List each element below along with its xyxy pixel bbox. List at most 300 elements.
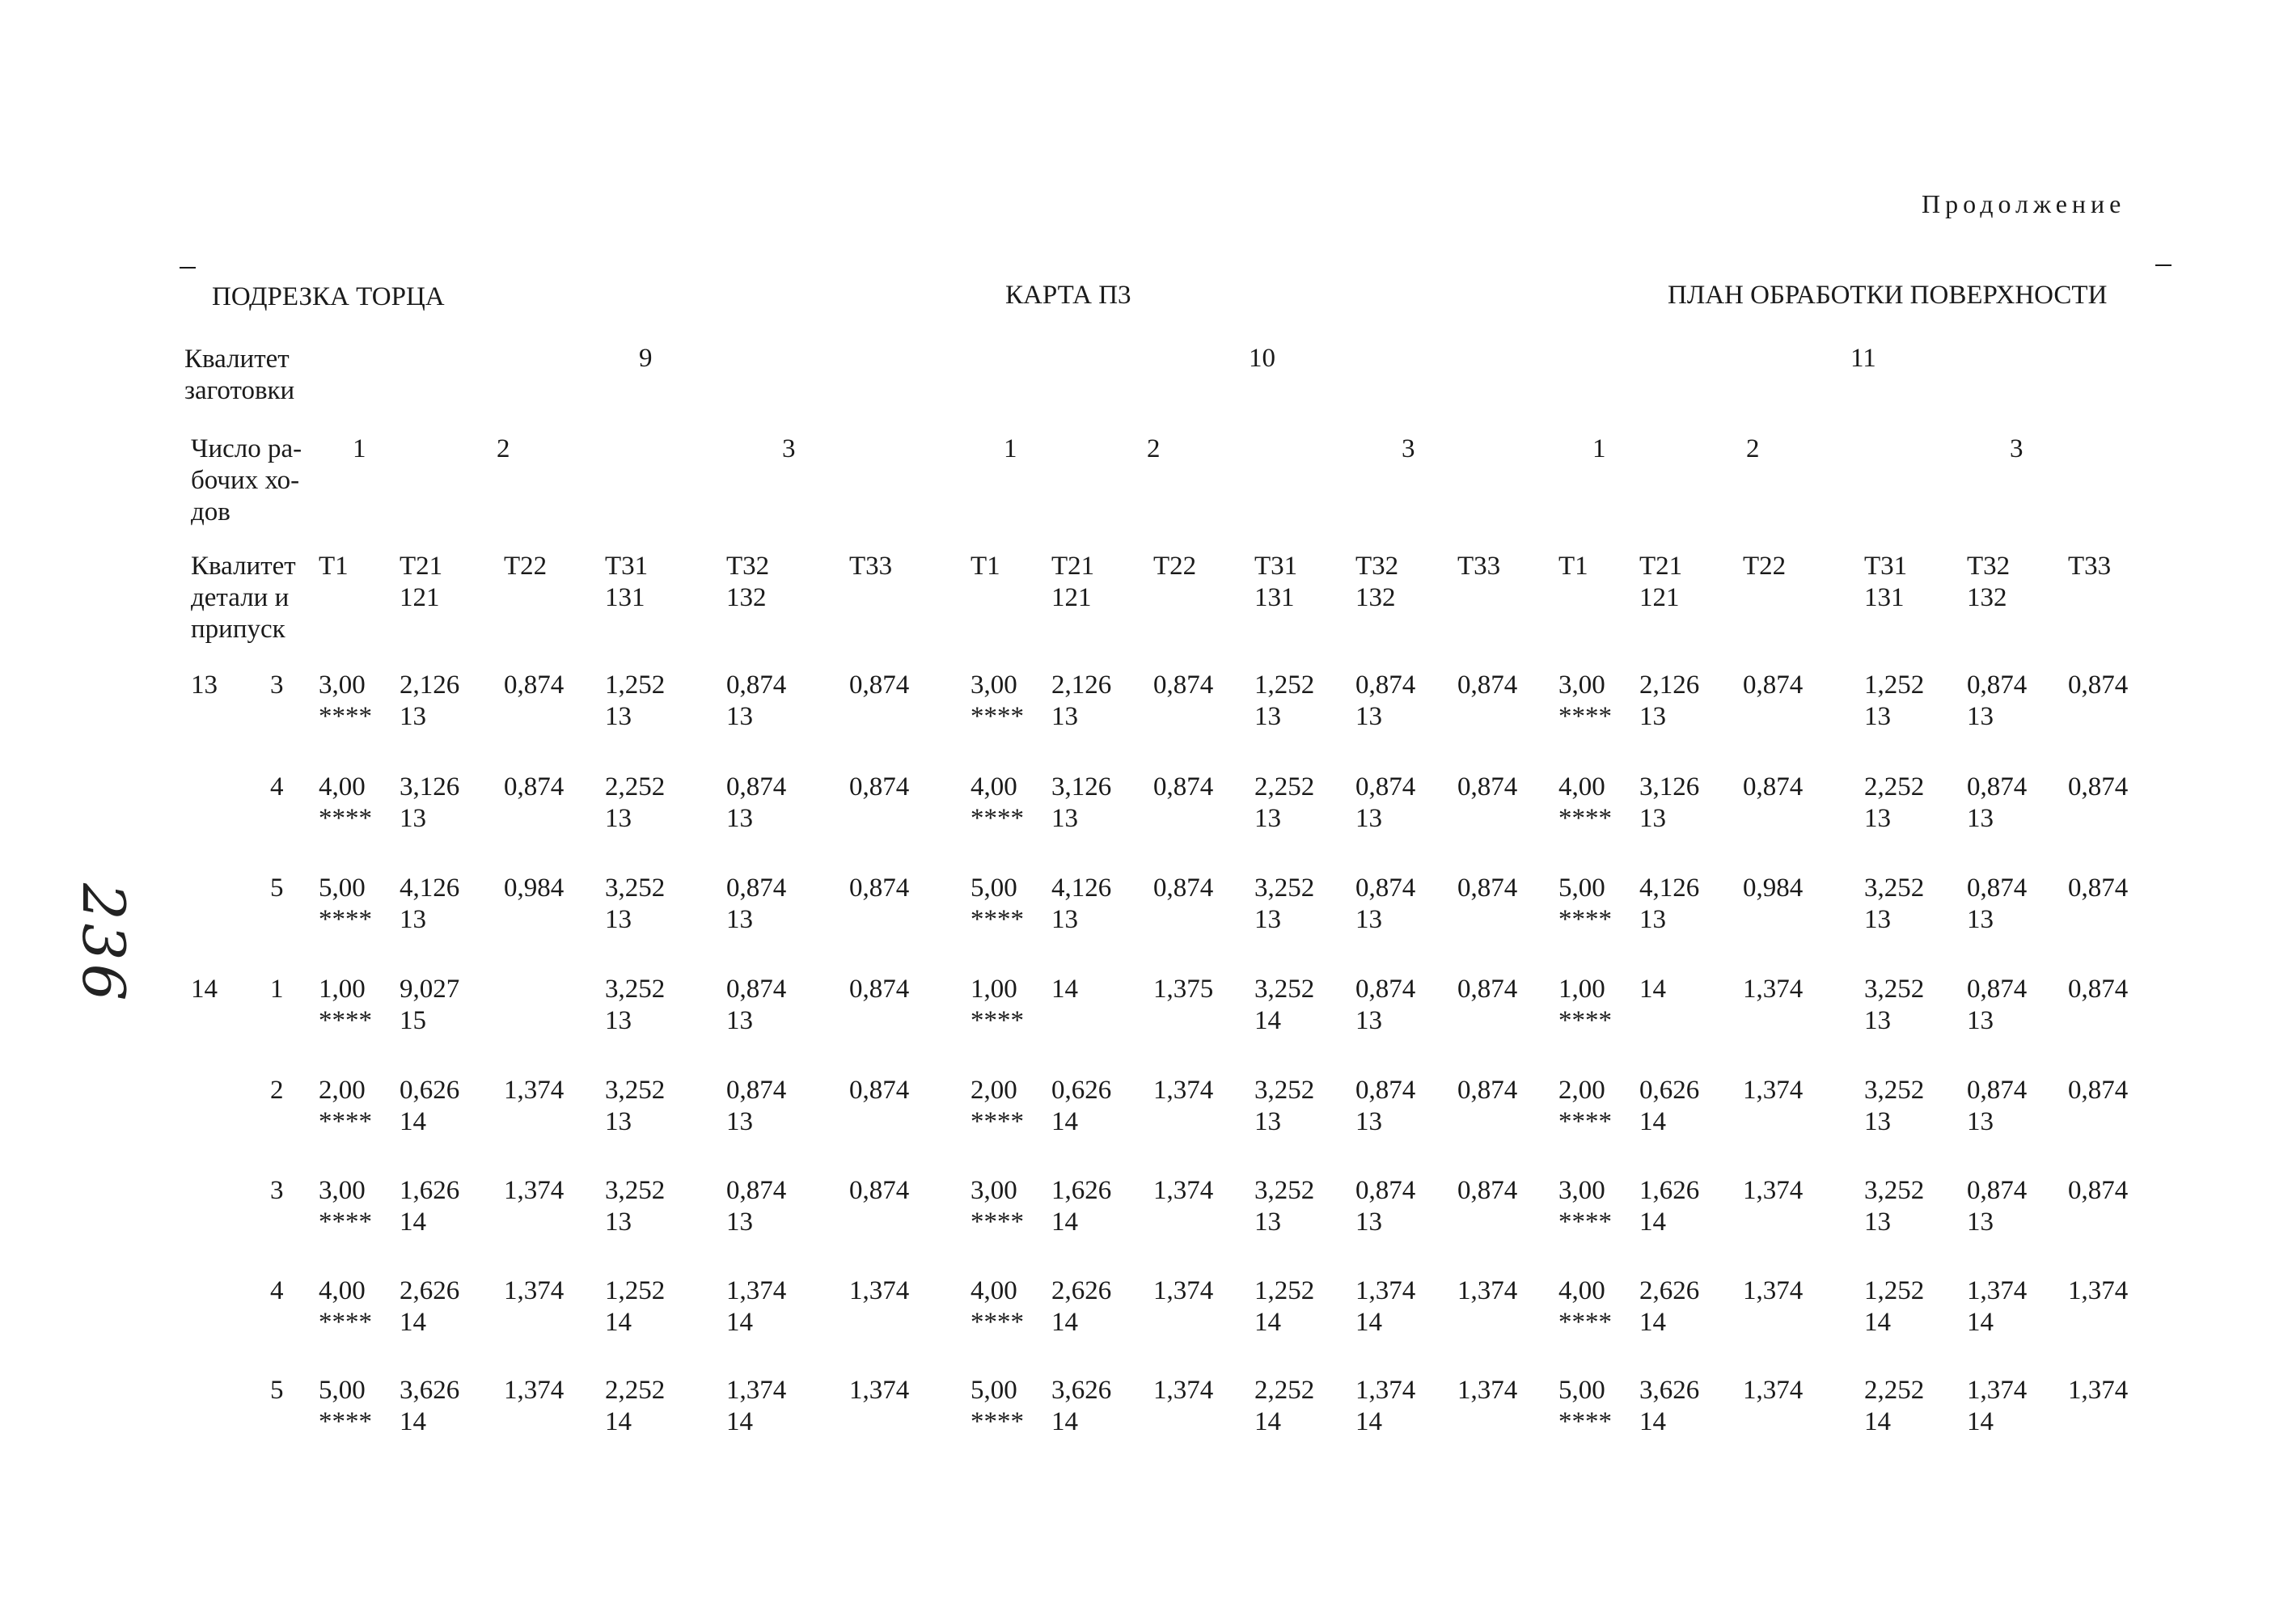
- column-header-line: 131: [1254, 583, 1295, 612]
- table-cell-line: 1,626: [1639, 1176, 1700, 1205]
- table-cell: [1864, 670, 1924, 733]
- table-cell-line: 13: [1864, 905, 1891, 934]
- table-cell-line: 1,374: [2068, 1376, 2129, 1405]
- table-cell-line: 2,626: [1639, 1276, 1700, 1305]
- table-cell-line: ****: [319, 1006, 372, 1035]
- table-cell-line: 0,874: [1967, 1176, 2028, 1205]
- table-cell-line: 14: [1051, 1308, 1078, 1337]
- table-cell-line: 13: [1355, 905, 1382, 934]
- table-cell-line: 1,374: [726, 1276, 787, 1305]
- table-cell: [1051, 772, 1111, 835]
- table-cell-line: 3,00: [319, 1176, 366, 1205]
- table-cell: [726, 974, 786, 1037]
- table-cell: [1639, 772, 1699, 835]
- table-cell-line: 0,874: [1457, 772, 1518, 801]
- detail-quality-value: 14: [191, 975, 218, 1004]
- table-cell-line: 1,252: [1864, 670, 1925, 700]
- table-cell-line: 0,874: [849, 975, 910, 1004]
- table-cell: [849, 1175, 909, 1207]
- table-cell-line: 0,874: [1355, 1176, 1416, 1205]
- table-cell: [849, 1075, 909, 1106]
- table-cell-line: 0,626: [400, 1076, 460, 1105]
- table-cell: [2068, 974, 2128, 1005]
- allowance-value: 1: [270, 975, 284, 1004]
- table-cell: [1558, 873, 1612, 936]
- table-cell: [971, 873, 1024, 936]
- table-cell: [1153, 670, 1213, 701]
- table-cell-line: 0,874: [2068, 670, 2129, 700]
- table-cell-line: ****: [1558, 1207, 1612, 1237]
- table-cell-line: 13: [1355, 1207, 1382, 1237]
- table-cell-line: 3,252: [1864, 1176, 1925, 1205]
- blank-quality-value: 11: [1850, 344, 1876, 373]
- column-header: [1153, 551, 1196, 582]
- table-cell-line: 2,00: [319, 1076, 366, 1105]
- table-cell-line: 0,874: [1967, 873, 2028, 903]
- column-header: [1743, 551, 1786, 582]
- table-cell: [1355, 772, 1415, 835]
- allowance-value: 5: [270, 873, 284, 903]
- table-cell: [1153, 974, 1213, 1005]
- table-cell: [1254, 1375, 1314, 1438]
- table-cell-line: ****: [319, 1107, 372, 1136]
- table-cell: [1639, 1175, 1699, 1238]
- table-cell-line: 1,375: [1153, 975, 1214, 1004]
- table-cell-line: 14: [1051, 1407, 1078, 1436]
- column-header: [504, 551, 547, 582]
- table-cell-line: 13: [605, 905, 632, 934]
- table-cell-line: 3,252: [1864, 873, 1925, 903]
- table-cell: [1558, 772, 1612, 835]
- table-cell-line: 0,874: [1355, 670, 1416, 700]
- table-cell: [400, 772, 459, 835]
- table-cell-line: 13: [1254, 804, 1281, 833]
- column-header-line: Т32: [1355, 552, 1399, 581]
- table-cell-line: 3,252: [1254, 1176, 1315, 1205]
- table-cell-line: 1,374: [2068, 1276, 2129, 1305]
- table-cell-line: 1,626: [1051, 1176, 1112, 1205]
- table-cell-line: ****: [1558, 1308, 1612, 1337]
- table-cell-line: 0,874: [504, 772, 565, 801]
- table-cell: [971, 670, 1024, 733]
- column-header-line: Т22: [504, 552, 548, 581]
- table-cell-line: 13: [1864, 702, 1891, 731]
- table-cell-line: 14: [1051, 975, 1078, 1004]
- table-cell-line: 0,626: [1051, 1076, 1112, 1105]
- table-cell-line: 1,252: [1864, 1276, 1925, 1305]
- table-cell-line: 14: [1254, 1006, 1281, 1035]
- table-cell-line: 3,252: [605, 1076, 666, 1105]
- table-cell-line: 3,626: [1639, 1376, 1700, 1405]
- table-cell: [1254, 1175, 1314, 1238]
- table-cell: [1457, 1275, 1517, 1307]
- column-header: [400, 551, 442, 614]
- table-cell-line: 0,874: [1967, 772, 2028, 801]
- passes-value: 2: [1746, 434, 1760, 463]
- table-cell: [1355, 1275, 1415, 1339]
- column-header-line: 121: [400, 583, 440, 612]
- table-cell-line: 1,374: [504, 1276, 565, 1305]
- table-cell-line: 14: [400, 1308, 426, 1337]
- table-cell-line: 3,252: [1864, 1076, 1925, 1105]
- table-cell: [605, 974, 665, 1037]
- column-header-line: Т21: [1639, 552, 1683, 581]
- table-cell-line: 3,00: [1558, 1176, 1605, 1205]
- table-cell: [726, 1175, 786, 1238]
- column-header-line: Т22: [1153, 552, 1197, 581]
- table-cell-line: 0,874: [1457, 1076, 1518, 1105]
- passes-value: 3: [1402, 434, 1415, 463]
- table-cell: [1743, 1075, 1803, 1106]
- table-cell: [319, 670, 372, 733]
- allowance-value: 3: [270, 1176, 284, 1205]
- passes-label-line: дов: [191, 497, 230, 527]
- table-cell: [1355, 1375, 1415, 1438]
- column-header-line: Т32: [726, 552, 770, 581]
- table-cell: [1457, 772, 1517, 803]
- table-cell-line: 1,626: [400, 1176, 460, 1205]
- table-cell-line: 13: [1355, 702, 1382, 731]
- table-cell-line: 1,252: [1254, 670, 1315, 700]
- table-cell: [1864, 1375, 1924, 1438]
- table-cell: [1457, 670, 1517, 701]
- table-cell-line: 4,00: [1558, 772, 1605, 801]
- table-cell-line: 0,874: [2068, 873, 2129, 903]
- table-cell-line: 5,00: [319, 1376, 366, 1405]
- table-cell-line: 0,874: [1355, 772, 1416, 801]
- table-cell-line: 5,00: [971, 1376, 1017, 1405]
- table-cell: [1254, 1075, 1314, 1138]
- table-cell-line: 13: [726, 905, 753, 934]
- table-cell-line: 3,626: [1051, 1376, 1112, 1405]
- table-cell-line: 4,126: [1639, 873, 1700, 903]
- table-cell-line: 0,874: [849, 772, 910, 801]
- table-cell: [1153, 1275, 1213, 1307]
- detail-quality-label: [191, 551, 296, 645]
- table-cell-line: 0,874: [1355, 873, 1416, 903]
- table-cell: [504, 1275, 564, 1307]
- column-header: [605, 551, 648, 614]
- table-cell-line: ****: [319, 905, 372, 934]
- table-cell: [1457, 974, 1517, 1005]
- table-cell-line: 3,126: [1051, 772, 1112, 801]
- table-cell-line: 14: [1639, 1407, 1666, 1436]
- table-cell: [971, 1175, 1024, 1238]
- table-cell-line: 14: [1051, 1207, 1078, 1237]
- table-cell-line: 0,874: [2068, 1176, 2129, 1205]
- table-cell-line: 0,874: [849, 670, 910, 700]
- passes-label: [191, 433, 302, 528]
- table-cell: [849, 974, 909, 1005]
- column-header-line: Т1: [971, 552, 1000, 581]
- table-cell-line: 14: [1967, 1308, 1994, 1337]
- table-cell-line: 0,874: [1153, 670, 1214, 700]
- table-cell-line: 13: [1051, 804, 1078, 833]
- table-cell: [1558, 974, 1612, 1037]
- table-cell: [400, 670, 459, 733]
- detail-quality-label-line: Квалитет: [191, 552, 296, 581]
- table-cell-line: 1,374: [849, 1376, 910, 1405]
- table-cell-line: 4,126: [1051, 873, 1112, 903]
- table-cell: [971, 772, 1024, 835]
- table-cell-line: 1,374: [1355, 1376, 1416, 1405]
- table-cell-line: 1,00: [319, 975, 366, 1004]
- table-cell-line: 2,252: [605, 1376, 666, 1405]
- table-cell: [1051, 1375, 1111, 1438]
- column-header-line: Т21: [1051, 552, 1095, 581]
- table-cell: [1967, 1075, 2027, 1138]
- table-cell-line: 1,374: [1355, 1276, 1416, 1305]
- table-cell: [1457, 1375, 1517, 1406]
- table-cell-line: 13: [1254, 905, 1281, 934]
- table-cell-line: 0,984: [1743, 873, 1804, 903]
- table-cell: [2068, 772, 2128, 803]
- allowance-value: 4: [270, 1276, 284, 1305]
- blank-quality-label: [184, 344, 294, 407]
- table-cell-line: 1,374: [1743, 975, 1804, 1004]
- table-cell-line: 13: [1864, 1207, 1891, 1237]
- column-header-line: Т1: [1558, 552, 1588, 581]
- table-cell-line: 0,874: [1743, 772, 1804, 801]
- table-cell-line: 14: [726, 1308, 753, 1337]
- table-cell: [1051, 873, 1111, 936]
- table-cell-line: 1,374: [1967, 1376, 2028, 1405]
- table-cell-line: 4,00: [971, 1276, 1017, 1305]
- table-cell-line: 1,374: [1457, 1276, 1518, 1305]
- table-cell-line: 13: [1639, 702, 1666, 731]
- table-cell-line: 1,374: [1743, 1176, 1804, 1205]
- right-corner-mark: [2155, 264, 2171, 266]
- table-cell: [726, 1275, 786, 1339]
- table-cell-line: ****: [1558, 1006, 1612, 1035]
- table-cell: [400, 1375, 459, 1438]
- table-cell-line: 2,126: [1051, 670, 1112, 700]
- table-cell: [319, 772, 372, 835]
- table-cell-line: 0,874: [2068, 772, 2129, 801]
- column-header-line: 132: [726, 583, 767, 612]
- table-cell-line: 3,00: [971, 1176, 1017, 1205]
- table-cell-line: 1,374: [849, 1276, 910, 1305]
- table-cell-line: 5,00: [1558, 1376, 1605, 1405]
- detail-quality-label-line: детали и: [191, 583, 290, 612]
- table-cell-line: 13: [605, 1207, 632, 1237]
- passes-value: 3: [2010, 434, 2023, 463]
- table-cell-line: 1,374: [1153, 1376, 1214, 1405]
- table-cell-line: 4,00: [1558, 1276, 1605, 1305]
- table-cell: [605, 670, 665, 733]
- table-cell: [1864, 1275, 1924, 1339]
- table-cell-line: 0,874: [1457, 873, 1518, 903]
- table-cell-line: 3,252: [605, 873, 666, 903]
- table-cell: [605, 772, 665, 835]
- table-cell: [504, 1075, 564, 1106]
- table-cell-line: 3,252: [1254, 873, 1315, 903]
- table-cell: [1051, 1075, 1111, 1138]
- table-cell-line: 14: [1355, 1308, 1382, 1337]
- table-cell-line: 1,374: [1153, 1276, 1214, 1305]
- table-cell-line: 13: [1254, 1107, 1281, 1136]
- table-cell: [1743, 873, 1803, 904]
- table-cell: [849, 670, 909, 701]
- table-cell-line: 13: [1967, 905, 1994, 934]
- table-cell: [2068, 873, 2128, 904]
- blank-quality-label-line: заготовки: [184, 376, 295, 405]
- table-cell-line: 14: [726, 1407, 753, 1436]
- table-cell: [1743, 1275, 1803, 1307]
- table-cell: [726, 670, 786, 733]
- table-cell-line: ****: [971, 1107, 1024, 1136]
- table-cell: [1558, 1075, 1612, 1138]
- table-cell-line: 3,626: [400, 1376, 460, 1405]
- table-cell-line: 13: [726, 804, 753, 833]
- table-cell-line: 2,00: [971, 1076, 1017, 1105]
- table-cell: [1967, 974, 2027, 1037]
- column-header-line: Т33: [2068, 552, 2112, 581]
- table-cell-line: 14: [1639, 1107, 1666, 1136]
- table-cell-line: 3,126: [1639, 772, 1700, 801]
- column-header-line: Т31: [1254, 552, 1298, 581]
- table-cell-line: 14: [1355, 1407, 1382, 1436]
- table-cell-line: 13: [1864, 1006, 1891, 1035]
- table-cell-line: 5,00: [319, 873, 366, 903]
- table-cell: [1743, 772, 1803, 803]
- column-header-line: 121: [1051, 583, 1092, 612]
- table-cell-line: 3,252: [1254, 975, 1315, 1004]
- detail-quality-label-line: припуск: [191, 615, 285, 644]
- table-cell-line: 2,252: [1864, 772, 1925, 801]
- table-cell: [504, 873, 564, 904]
- column-header: [1051, 551, 1094, 614]
- column-header-line: Т31: [1864, 552, 1908, 581]
- table-cell-line: ****: [971, 1308, 1024, 1337]
- table-cell-line: 13: [1355, 1107, 1382, 1136]
- table-cell-line: 2,126: [400, 670, 460, 700]
- table-cell: [2068, 670, 2128, 701]
- column-header: [1254, 551, 1297, 614]
- column-header: [1639, 551, 1682, 614]
- table-cell: [1051, 1175, 1111, 1238]
- table-cell-line: 13: [1864, 1107, 1891, 1136]
- column-header: [1457, 551, 1500, 582]
- table-cell-line: 0,874: [1457, 670, 1518, 700]
- table-cell-line: 13: [400, 905, 426, 934]
- table-cell-line: 13: [726, 1006, 753, 1035]
- table-cell-line: 13: [1254, 702, 1281, 731]
- table-cell-line: 4,126: [400, 873, 460, 903]
- table-cell: [400, 1175, 459, 1238]
- table-cell: [1355, 873, 1415, 936]
- table-cell-line: ****: [319, 1308, 372, 1337]
- table-cell-line: ****: [319, 1407, 372, 1436]
- detail-quality-value: 13: [191, 670, 218, 700]
- table-cell: [726, 772, 786, 835]
- table-cell-line: 3,126: [400, 772, 460, 801]
- table-cell: [1153, 1075, 1213, 1106]
- table-cell: [605, 1375, 665, 1438]
- table-cell-line: 14: [1864, 1308, 1891, 1337]
- table-cell-line: 4,00: [319, 772, 366, 801]
- table-cell-line: 0,874: [2068, 1076, 2129, 1105]
- column-header: [319, 551, 349, 582]
- table-cell-line: 2,252: [1254, 772, 1315, 801]
- table-cell: [1457, 1075, 1517, 1106]
- table-cell-line: 0,874: [726, 975, 787, 1004]
- column-header-line: Т31: [605, 552, 649, 581]
- table-cell-line: 13: [605, 1107, 632, 1136]
- table-cell: [400, 873, 459, 936]
- table-cell-line: 2,252: [1864, 1376, 1925, 1405]
- table-cell-line: 5,00: [1558, 873, 1605, 903]
- table-cell-line: 1,252: [605, 670, 666, 700]
- table-cell: [2068, 1275, 2128, 1307]
- table-cell-line: 3,00: [319, 670, 366, 700]
- table-cell: [1864, 873, 1924, 936]
- table-cell-line: ****: [1558, 905, 1612, 934]
- table-cell: [1254, 1275, 1314, 1339]
- column-header: [971, 551, 1000, 582]
- passes-value: 3: [782, 434, 796, 463]
- table-cell-line: 3,252: [1254, 1076, 1315, 1105]
- table-cell-line: 0,874: [1743, 670, 1804, 700]
- table-cell: [400, 1275, 459, 1339]
- table-cell: [1457, 873, 1517, 904]
- table-cell-line: ****: [971, 1207, 1024, 1237]
- table-cell: [319, 1075, 372, 1138]
- table-cell-line: 13: [605, 1006, 632, 1035]
- table-cell-line: 13: [726, 1207, 753, 1237]
- table-cell: [971, 1375, 1024, 1438]
- table-cell: [1355, 670, 1415, 733]
- table-cell: [319, 873, 372, 936]
- table-cell-line: ****: [971, 905, 1024, 934]
- table-cell: [1743, 1375, 1803, 1406]
- table-cell-line: ****: [971, 804, 1024, 833]
- table-cell-line: 14: [1864, 1407, 1891, 1436]
- table-cell: [1967, 1375, 2027, 1438]
- table-cell: [1639, 974, 1666, 1005]
- table-cell-line: 2,626: [400, 1276, 460, 1305]
- table-cell-line: 1,374: [1457, 1376, 1518, 1405]
- table-cell: [605, 1275, 665, 1339]
- table-cell-line: 0,984: [504, 873, 565, 903]
- table-cell: [726, 1375, 786, 1438]
- table-cell: [1967, 873, 2027, 936]
- table-cell-line: 0,874: [726, 1176, 787, 1205]
- table-cell: [2068, 1175, 2128, 1207]
- column-header-line: 132: [1355, 583, 1396, 612]
- table-cell: [1254, 873, 1314, 936]
- table-cell-line: 13: [726, 1107, 753, 1136]
- table-cell: [1153, 873, 1213, 904]
- table-cell-line: 0,874: [726, 1076, 787, 1105]
- table-cell-line: ****: [971, 1006, 1024, 1035]
- table-cell: [726, 1075, 786, 1138]
- table-cell: [1864, 772, 1924, 835]
- column-header: [849, 551, 892, 582]
- column-header: [726, 551, 769, 614]
- blank-quality-value: 10: [1249, 344, 1275, 373]
- table-cell-line: 14: [1639, 1207, 1666, 1237]
- table-cell: [1558, 1375, 1612, 1438]
- table-cell: [1864, 1175, 1924, 1238]
- table-cell-line: 5,00: [971, 873, 1017, 903]
- table-cell-line: 14: [400, 1407, 426, 1436]
- table-cell: [1558, 1275, 1612, 1339]
- table-cell-line: 13: [1639, 905, 1666, 934]
- table-cell-line: 1,374: [1967, 1276, 2028, 1305]
- table-cell: [1051, 670, 1111, 733]
- table-cell: [1864, 1075, 1924, 1138]
